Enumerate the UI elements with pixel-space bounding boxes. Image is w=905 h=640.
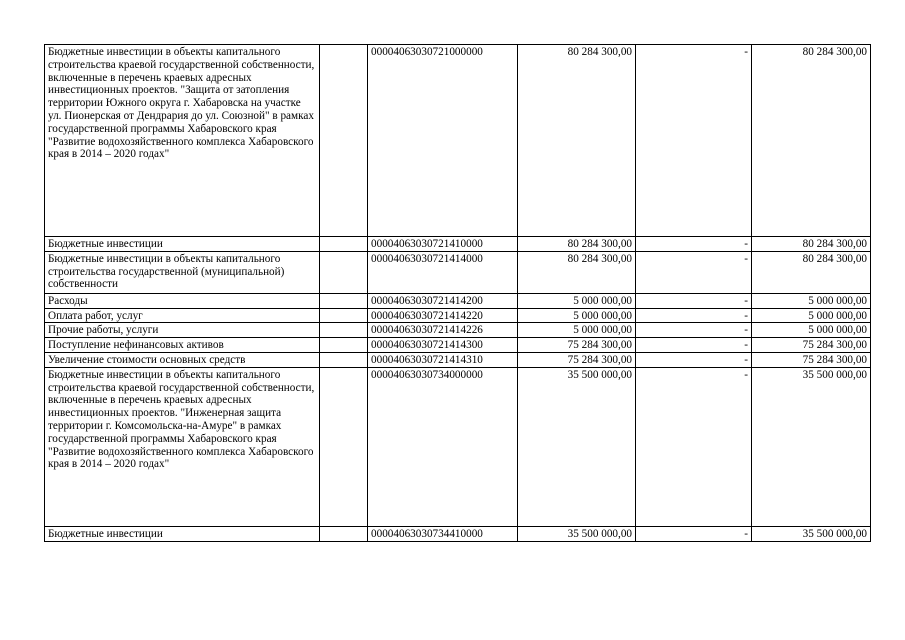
row-name: Бюджетные инвестиции в объекты капитального строительства краевой государственной собственности, включенные в перечень краевых адресных инвестиционных проектов. "Инженерная защита территории г. Комсомольска-на-Амуре" в рамках государственной программы Хабаровского края "Развитие водохозяйственного комплекса Хабаровского края в 2014 – 2020 годах" [45, 367, 320, 526]
row-exec: - [636, 237, 752, 252]
row-sum: 5 000 000,00 [518, 323, 636, 338]
row-name: Увеличение стоимости основных средств [45, 352, 320, 367]
row-sum: 75 284 300,00 [518, 352, 636, 367]
row-rest: 5 000 000,00 [752, 323, 871, 338]
row-empty-cell [320, 526, 368, 541]
row-exec: - [636, 293, 752, 308]
row-exec: - [636, 526, 752, 541]
row-empty-cell [320, 45, 368, 237]
table-row [45, 367, 871, 526]
table-row [45, 323, 871, 338]
row-name: Расходы [45, 293, 320, 308]
row-sum: 80 284 300,00 [518, 45, 636, 237]
row-rest: 80 284 300,00 [752, 251, 871, 293]
row-empty-cell [320, 323, 368, 338]
row-empty-cell [320, 237, 368, 252]
row-sum: 5 000 000,00 [518, 308, 636, 323]
row-exec: - [636, 352, 752, 367]
row-rest: 80 284 300,00 [752, 45, 871, 237]
row-code: 00004063030734000000 [368, 367, 518, 526]
table-row [45, 352, 871, 367]
row-sum: 5 000 000,00 [518, 293, 636, 308]
table-row [45, 526, 871, 541]
row-rest: 35 500 000,00 [752, 367, 871, 526]
row-code: 00004063030721414310 [368, 352, 518, 367]
row-rest: 75 284 300,00 [752, 338, 871, 353]
row-code: 00004063030721414226 [368, 323, 518, 338]
table-row [45, 308, 871, 323]
row-rest: 75 284 300,00 [752, 352, 871, 367]
row-sum: 75 284 300,00 [518, 338, 636, 353]
row-empty-cell [320, 338, 368, 353]
row-name: Бюджетные инвестиции в объекты капитального строительства краевой государственной собственности, включенные в перечень краевых адресных инвестиционных проектов. "Защита от затопления территории Южного округа г. Хабаровска на участке ул. Пионерская от Дендрария до ул. Союзной" в рамках государственной программы Хабаровского края "Развитие водохозяйственного комплекса Хабаровского края в 2014 – 2020 годах" [45, 45, 320, 237]
row-code: 00004063030734410000 [368, 526, 518, 541]
row-empty-cell [320, 308, 368, 323]
row-exec: - [636, 45, 752, 237]
row-code: 00004063030721000000 [368, 45, 518, 237]
row-rest: 5 000 000,00 [752, 308, 871, 323]
row-sum: 80 284 300,00 [518, 251, 636, 293]
table-row [45, 237, 871, 252]
row-rest: 5 000 000,00 [752, 293, 871, 308]
row-exec: - [636, 323, 752, 338]
row-sum: 35 500 000,00 [518, 526, 636, 541]
row-code: 00004063030721414220 [368, 308, 518, 323]
row-empty-cell [320, 367, 368, 526]
row-empty-cell [320, 352, 368, 367]
row-exec: - [636, 338, 752, 353]
row-sum: 35 500 000,00 [518, 367, 636, 526]
table-row [45, 251, 871, 293]
row-name: Бюджетные инвестиции в объекты капитального строительства государственной (муниципальной) собственности [45, 251, 320, 293]
row-rest: 80 284 300,00 [752, 237, 871, 252]
row-exec: - [636, 367, 752, 526]
row-name: Поступление нефинансовых активов [45, 338, 320, 353]
budget-table [44, 44, 871, 542]
row-exec: - [636, 308, 752, 323]
row-name: Бюджетные инвестиции [45, 526, 320, 541]
row-code: 00004063030721410000 [368, 237, 518, 252]
row-code: 00004063030721414300 [368, 338, 518, 353]
row-name: Прочие работы, услуги [45, 323, 320, 338]
row-code: 00004063030721414200 [368, 293, 518, 308]
row-empty-cell [320, 251, 368, 293]
row-code: 00004063030721414000 [368, 251, 518, 293]
table-row [45, 293, 871, 308]
row-sum: 80 284 300,00 [518, 237, 636, 252]
row-rest: 35 500 000,00 [752, 526, 871, 541]
row-empty-cell [320, 293, 368, 308]
row-exec: - [636, 251, 752, 293]
table-row [45, 338, 871, 353]
row-name: Бюджетные инвестиции [45, 237, 320, 252]
table-row [45, 45, 871, 237]
row-name: Оплата работ, услуг [45, 308, 320, 323]
